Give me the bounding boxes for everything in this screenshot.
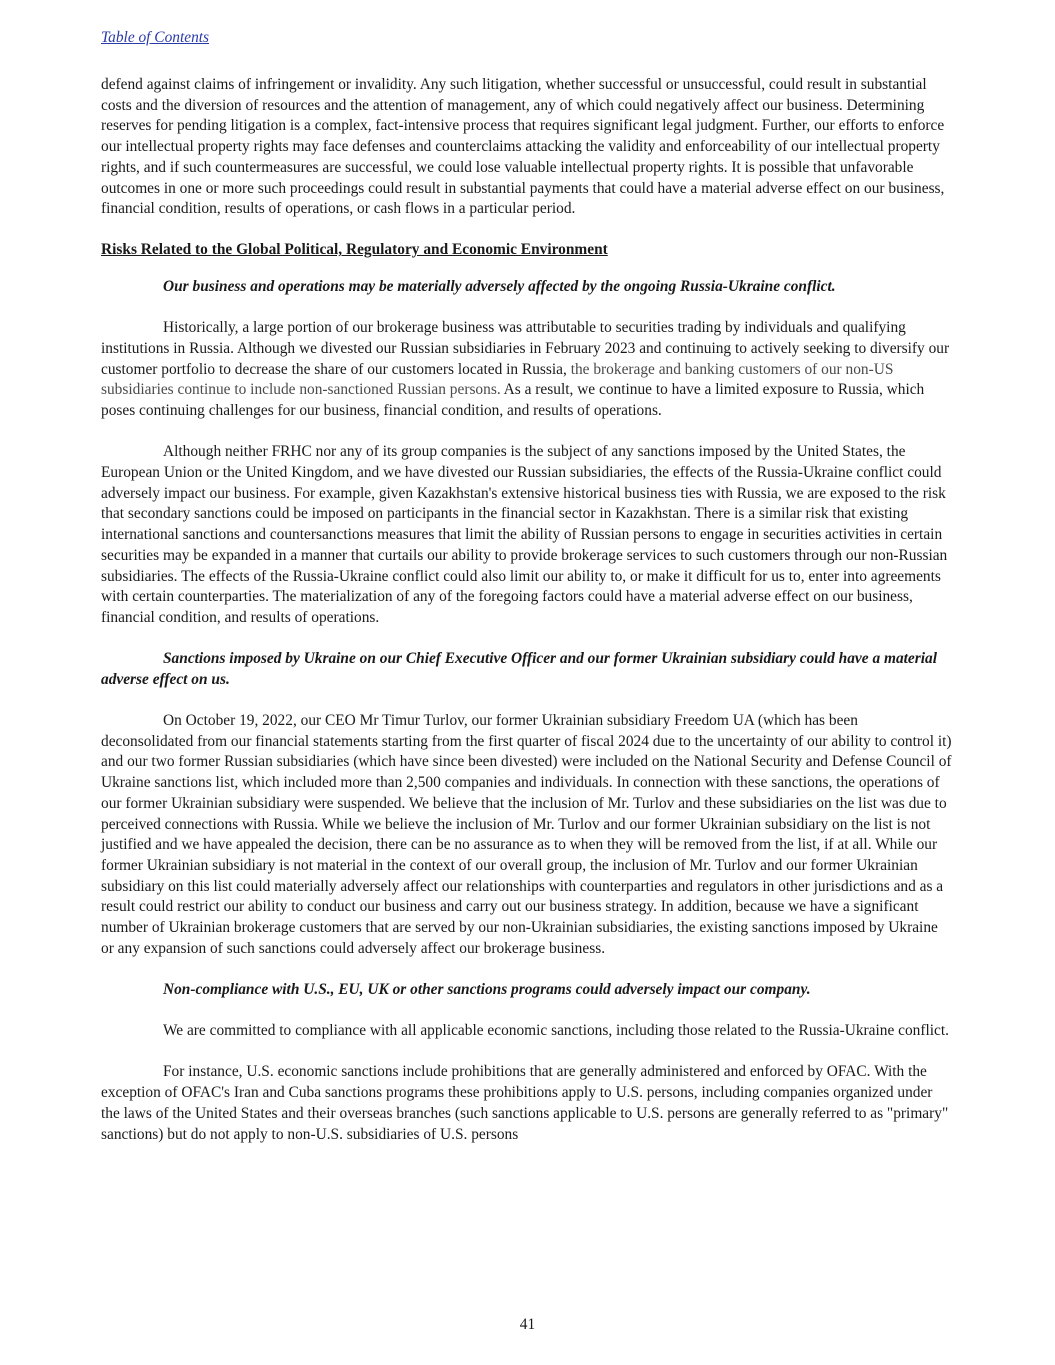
risk-heading-russia-ukraine: Our business and operations may be materially adversely affected by the ongoing Russia-Ukraine conflict. [163, 278, 836, 296]
paragraph-sanctions-effects: Although neither FRHC nor any of its group companies is the subject of any sanctions imposed by the United States, the European Union or the United Kingdom, and we have divested our Russian subsidiaries, the effects of the Russia-Ukraine conflict could adversely impact our business. For example, given Kazakhstan's extensive historical business ties with Russia, we are exposed to the risk that secondary sanctions could be imposed on participants in the financial sector in Kazakhstan. There is a similar risk that existing international sanctions and countersanctions measures that limit the ability of Russian persons to engage in securities activities in certain securities may be expanded in a manner that curtails our ability to provide brokerage services to such customers through our non-Russian subsidiaries. The effects of the Russia-Ukraine conflict could also limit our ability to, or make it difficult for us to, enter into agreements with certain counterparties. The materialization of any of the foregoing factors could have a material adverse effect on our business, financial condition, and results of operations. [101, 443, 948, 626]
paragraph-brokerage-history [101, 318, 953, 422]
paragraph-ceo-sanctions: On October 19, 2022, our CEO Mr Timur Turlov, our former Ukrainian subsidiary Freedom UA (which has been deconsolidated from our financial statements starting from the first quarter of fiscal 2024 due to the uncertainty of our ability to control it) and our two former Russian subsidiaries (which have since been divested) were included on the National Security and Defense Council of Ukraine sanctions list, which included more than 2,500 companies and individuals. In connection with these sanctions, the operations of our former Ukrainian subsidiary were suspended. We believe that the inclusion of Mr. Turlov and these subsidiaries on the list was due to perceived connections with Russia. While we believe the inclusion of Mr. Turlov and our former Ukrainian subsidiary on the list is not justified and we have appealed the decision, there can be no assurance as to when they will be removed from the list, if at all. While our former Ukrainian subsidiary is not material in the context of our overall group, the inclusion of Mr. Turlov and our former Ukrainian subsidiary on this list could materially adversely affect our relationships with counterparties and regulators in other jurisdictions and as a result could restrict our ability to conduct our business and carry out our business strategy. In addition, because we have a significant number of Ukrainian brokerage customers that are served by our non-Ukrainian subsidiaries, the existing sanctions imposed by Ukraine or any expansion of such sanctions could adversely affect our brokerage business. [101, 712, 952, 957]
paragraph-brokerage-history-part1: Historically, a large portion of our brokerage business was attributable to securities trading by individuals and qualifying institutions in Russia. Although we divested our Russian subsidiaries in February 2023 and continuing to actively seeking to diversify our customer portfolio to decrease the share of our customers located in Russia, [101, 319, 950, 378]
table-of-contents-link[interactable]: Table of Contents [101, 29, 210, 46]
paragraph-compliance-commitment: We are committed to compliance with all applicable economic sanctions, including those related to the Russia-Ukraine conflict. [163, 1022, 949, 1040]
document-body [101, 75, 953, 1166]
section-heading-risks: Risks Related to the Global Political, Regulatory and Economic Environment [101, 241, 608, 259]
page-number: 41 [519, 1316, 536, 1333]
paragraph-brokerage-history-part3: As a result, we continue to have a limited exposure to Russia, which poses continuing challenges for our business, financial condition, and results of operations. [101, 381, 925, 420]
paragraph-litigation: defend against claims of infringement or invalidity. Any such litigation, whether successful or unsuccessful, could result in substantial costs and the diversion of resources and the attention of management, any of which could negatively affect our business. Determining reserves for pending litigation is a complex, fact-intensive process that requires significant legal judgment. Further, our efforts to enforce our intellectual property rights may face defenses and counterclaims attacking the validity and enforceability of our intellectual property rights, and if such countermeasures are successful, we could lose valuable intellectual property rights. It is possible that unfavorable outcomes in one or more such proceedings could result in substantial payments that could have a material adverse effect on our business, financial condition, results of operations, or cash flows in a particular period. [101, 76, 945, 218]
paragraph-brokerage-history-part2: the brokerage and banking customers of our non-US subsidiaries continue to include non-sanctioned Russian persons. [101, 360, 894, 399]
paragraph-us-sanctions: For instance, U.S. economic sanctions include prohibitions that are generally administered and enforced by OFAC. With the exception of OFAC's Iran and Cuba sanctions programs these prohibitions apply to U.S. persons, including companies organized under the laws of the United States and their overseas branches (such sanctions applicable to U.S. persons are generally referred to as "primary" sanctions) but do not apply to non-U.S. subsidiaries of U.S. persons [101, 1063, 949, 1143]
risk-heading-non-compliance: Non-compliance with U.S., EU, UK or other sanctions programs could adversely impact our company. [163, 981, 811, 999]
risk-heading-ukraine-sanctions: Sanctions imposed by Ukraine on our Chief Executive Officer and our former Ukrainian subsidiary could have a material adverse effect on us. [101, 650, 937, 688]
